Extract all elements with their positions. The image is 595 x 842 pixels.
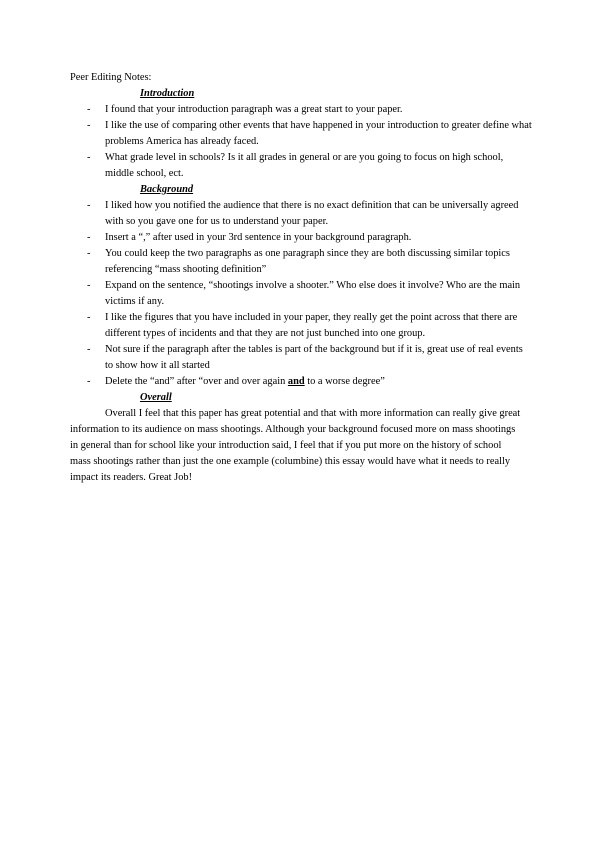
emphasized-word: and <box>287 376 305 387</box>
bullet-dash: - <box>87 200 91 211</box>
bullet-dash: - <box>87 120 91 131</box>
bullet-dash: - <box>87 376 91 387</box>
list-item <box>70 374 533 390</box>
background-notes-list <box>70 198 530 390</box>
list-item: - I like the figures that you have included in your paper, they really get the point across that there are different types of incidents and that they are not just bunched into one group. <box>87 312 518 339</box>
bullet-dash: - <box>87 232 91 243</box>
section-heading-background: Background <box>140 184 194 195</box>
section-heading-introduction: Introduction <box>140 88 195 99</box>
bullet-dash: - <box>87 248 91 259</box>
bullet-dash: - <box>87 104 91 115</box>
bullet-dash: - <box>87 344 91 355</box>
list-item: - What grade level in schools? Is it all grades in general or are you going to focus on high school, middle school, ect. <box>87 152 504 179</box>
document-title: Peer Editing Notes: <box>70 72 152 83</box>
list-item: - I found that your introduction paragraph was a great start to your paper. <box>70 102 533 118</box>
introduction-notes-list <box>70 102 530 182</box>
list-item: - Not sure if the paragraph after the tables is part of the background but if it is, great use of real events to show how it all started <box>87 344 523 371</box>
bullet-dash: - <box>87 312 91 323</box>
list-item: - Expand on the sentence, “shootings involve a shooter.” Who else does it involve? Who are the main victims if any. <box>87 280 521 307</box>
document-page <box>70 70 530 486</box>
bullet-dash: - <box>87 280 91 291</box>
list-item: - I liked how you notified the audience that there is no exact definition that can be universally agreed with so you gave one for us to understand your paper. <box>87 200 519 227</box>
note-text-before: Delete the “and” after “over and over again <box>105 376 288 387</box>
overall-paragraph: Overall I feel that this paper has great potential and that with more information can really give great information to its audience on mass shootings. Although your background focused more on mass shootings in general than for school like your introduction said, I feel that if you put more on the history of school mass shootings rather than just the one example (columbine) this essay would have what it needs to really impact its readers. Great Job! <box>70 408 521 483</box>
section-heading-overall: Overall <box>140 392 172 403</box>
list-item: - Insert a “,” after used in your 3rd sentence in your background paragraph. <box>70 230 533 246</box>
list-item: - I like the use of comparing other events that have happened in your introduction to greater define what problems America has already faced. <box>87 120 532 147</box>
bullet-dash: - <box>87 152 91 163</box>
note-text-after: to a worse degree” <box>304 376 385 387</box>
list-item: - You could keep the two paragraphs as one paragraph since they are both discussing similar topics referencing “mass shooting definition” <box>87 248 510 275</box>
